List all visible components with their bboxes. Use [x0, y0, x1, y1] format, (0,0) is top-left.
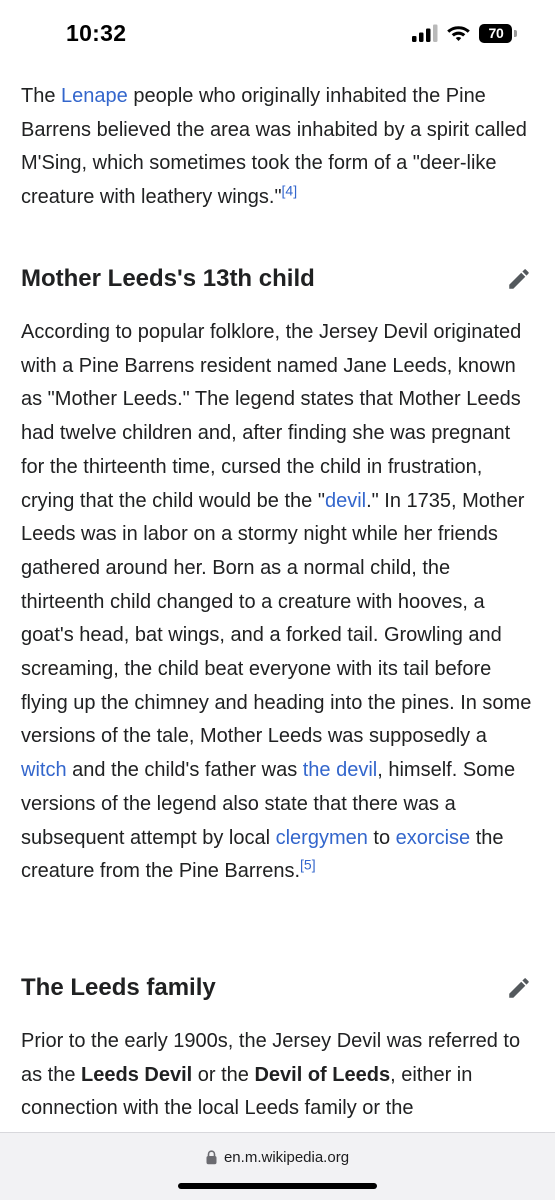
text-run: people who originally inhabited the Pine Barrens believed the area was inhabited by a spirit called M'Sing, which sometimes took the form of a "deer-like creature with leathery wings." [21, 85, 527, 209]
home-indicator[interactable] [178, 1183, 377, 1189]
link-clergymen[interactable]: clergymen [275, 826, 368, 849]
text-run: Prior to the early 1900s, the Jersey Devil was referred to as the [21, 1030, 521, 1086]
pencil-edit-icon[interactable] [505, 265, 533, 293]
text-run: to [367, 826, 396, 849]
section-title: The Leeds family [21, 974, 216, 1001]
text-run: The [21, 85, 62, 107]
link-the-devil[interactable]: the devil [302, 759, 378, 782]
intro-paragraph [21, 80, 535, 215]
pencil-edit-icon[interactable] [505, 974, 533, 1002]
url-text: en.m.wikipedia.org [223, 1149, 350, 1166]
text-run: , either in connection with the local Leeds family or the [21, 1063, 473, 1120]
section-heading-mother-leeds [21, 255, 535, 303]
link-witch[interactable]: witch [21, 759, 67, 782]
text-run: or the [192, 1063, 255, 1086]
link-exorcise[interactable]: exorcise [395, 826, 471, 849]
status-icons [412, 20, 517, 46]
text-run: According to popular folklore, the Jersey Devil originated with a Pine Barrens resident named Jane Leeds, known as "Mother Leeds." The legend states that Mother Leeds had twelve children and, after finding she was pregnant for the thirteenth time, cursed the child in frustration, crying that the child would be the " [21, 321, 522, 512]
status-time: 10:32 [66, 20, 127, 46]
text-run: and the child's father was [66, 759, 303, 782]
article-content [21, 80, 535, 1120]
citation-4[interactable]: [4] [281, 182, 298, 199]
status-bar [0, 0, 555, 62]
bold-term: Devil of Leeds [254, 1063, 391, 1086]
lock-icon [206, 1150, 217, 1165]
browser-url-bar[interactable] [0, 1132, 555, 1200]
link-lenape[interactable]: Lenape [61, 85, 128, 107]
citation-5[interactable]: [5] [300, 856, 316, 873]
battery-level: 70 [479, 24, 512, 43]
text-run: the creature from the Pine Barrens. [21, 826, 504, 883]
leeds-family-paragraph [21, 1025, 535, 1126]
text-run: , himself. Some versions of the legend also state that there was a subsequent attempt by local [21, 759, 516, 849]
mother-leeds-paragraph [21, 316, 535, 889]
section-heading-leeds-family [21, 964, 535, 1012]
section-title: Mother Leeds's 13th child [21, 265, 315, 292]
bold-term: Leeds Devil [81, 1063, 193, 1086]
text-run: ." In 1735, Mother Leeds was in labor on a stormy night while her friends gathered around her. Born as a normal child, the thirteenth child changed to a creature with hooves, a goat's head, bat wings, and a forked tail. Growling and screaming, the child beat everyone with its tail before flying up the chimney and heading into the pines. In some versions of the tale, Mother Leeds was supposedly a [21, 489, 532, 748]
cellular-signal-icon [412, 24, 438, 42]
battery-icon [479, 24, 517, 43]
battery-tip [514, 30, 517, 37]
wifi-icon [446, 24, 471, 42]
url-display[interactable] [0, 1149, 555, 1166]
link-devil[interactable]: devil [324, 489, 367, 512]
